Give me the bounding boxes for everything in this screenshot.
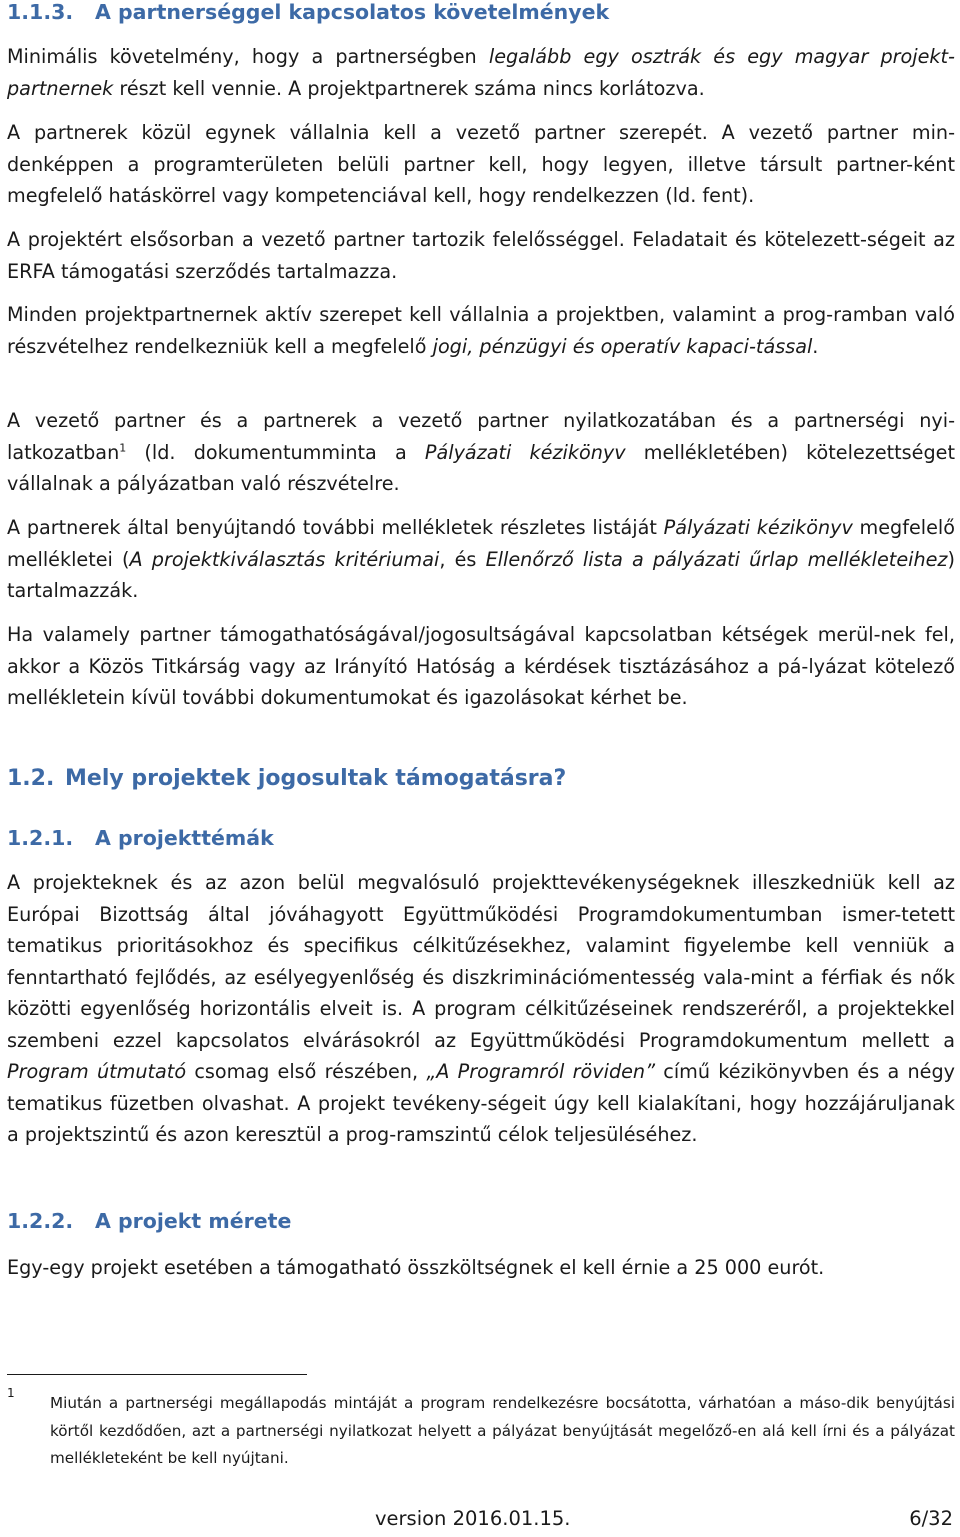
paragraph-project-themes: A projekteknek és az azon belül megvalósuló projekttevékenységeknek illeszkedniük kell az Európai Bizottság által jóváhagyott Együttműködési Programdokumentumban ismer-tetett tematikus prioritásokhoz és specifikus célkitűzésekhez, valamint figyelembe kell venniük a fenntartható fejlődés, az esélyegyenlőség és diszkriminációmentesség vala-mint a férfiak és nők közötti egyenlőség horizontális elveit is. A program célkitűzéseinek rendszeréről, a projektekkel szembeni ezzel kapcsolatos elvárásokról az Együttműködési Programdokumentum mellett a Program útmutató csomag első részében, „A Programról röviden” című kézikönyvben és a négy tematikus füzetben olvashat. A projekt tevékeny-ségeit úgy kell kialakítani, hogy hozzájáruljanak a projektszintű és azon keresztül a prog-ramszintű célok teljesüléséhez.: [7, 871, 955, 1146]
section-title: A projekt mérete: [95, 1209, 292, 1233]
paragraph-minimum-requirement: Minimális követelmény, hogy a partnerségben legalább egy osztrák és egy magyar projekt-partnernek részt kell vennie. A projektpartnerek száma nincs korlátozva.: [7, 45, 955, 100]
section-number: 1.2.: [7, 766, 55, 791]
paragraph-declarations: A vezető partner és a partnerek a vezető partner nyilatkozatában és a partnerségi nyi-latkozatban$^1$ (ld. dokumentumminta a Pályázati kézikönyv mellékletében) kötelezettséget vállalnak a pályázatban való részvételre.: [7, 409, 955, 495]
section-title: A projekttémák: [95, 826, 274, 850]
section-heading-1-2-1: [7, 826, 274, 850]
footnote-mark: 1: [7, 1386, 15, 1400]
section-heading-1-2: [7, 766, 566, 791]
section-number: 1.2.2.: [7, 1209, 74, 1233]
paragraph-active-role: Minden projektpartnernek aktív szerepet kell vállalnia a projektben, valamint a prog-ramban való részvételhez rendelkezniük kell a megfelelő jogi, pénzügyi és operatív kapaci-tással.: [7, 303, 955, 358]
paragraph-project-size: Egy-egy projekt esetében a támogatható összköltségnek el kell érnie a 25 000 eurót.: [7, 1256, 825, 1279]
section-number: 1.2.1.: [7, 826, 74, 850]
footnote-reference: 1: [119, 441, 127, 455]
footer-page-number: 6/32: [909, 1507, 953, 1530]
footer-version: version 2016.01.15.: [375, 1507, 571, 1530]
section-title: A partnerséggel kapcsolatos követelmények: [95, 0, 610, 24]
section-heading-1-2-2: [7, 1209, 291, 1233]
section-number: 1.1.3.: [7, 0, 74, 24]
paragraph-responsibility: A projektért elsősorban a vezető partner tartozik felelősséggel. Feladatait és kötelezett-ségeit az ERFA támogatási szerződés tartalmazza.: [7, 228, 955, 283]
footnote-divider: [7, 1374, 307, 1375]
section-title: Mely projektek jogosultak támogatásra?: [65, 766, 567, 791]
paragraph-eligibility-doubts: Ha valamely partner támogathatóságával/jogosultságával kapcsolatban kétségek merül-nek fel, akkor a Közös Titkárság vagy az Irányító Hatóság a kérdések tisztázásához a pá-lyázat kötelező mellékletein kívül további dokumentumokat és igazolásokat kérhet be.: [7, 623, 955, 709]
section-heading-1-1-3: [7, 0, 609, 24]
paragraph-lead-partner: A partnerek közül egynek vállalnia kell a vezető partner szerepét. A vezető partner min-denképpen a programterületen belüli partner kell, hogy legyen, illetve társult partner-ként megfelelő hatáskörrel vagy kompetenciával kell, hogy rendelkezzen (ld. fent).: [7, 121, 955, 207]
paragraph-annexes: A partnerek által benyújtandó további mellékletek részletes listáját Pályázati kézikönyv megfelelő mellékletei (A projektkiválasztás kritériumai, és Ellenőrző lista a pályázati űrlap mellékleteihez) tartalmazzák.: [7, 516, 955, 602]
footnote-text: Miután a partnerségi megállapodás mintáját a program rendelkezésre bocsátotta, várhatóan a máso-dik benyújtási körtől kezdődően, azt a partnerségi nyilatkozat helyett a pályázat benyújtását megelőző-en alá kell írni és a pályázat mellékleteként be kell nyújtani.: [50, 1394, 955, 1467]
